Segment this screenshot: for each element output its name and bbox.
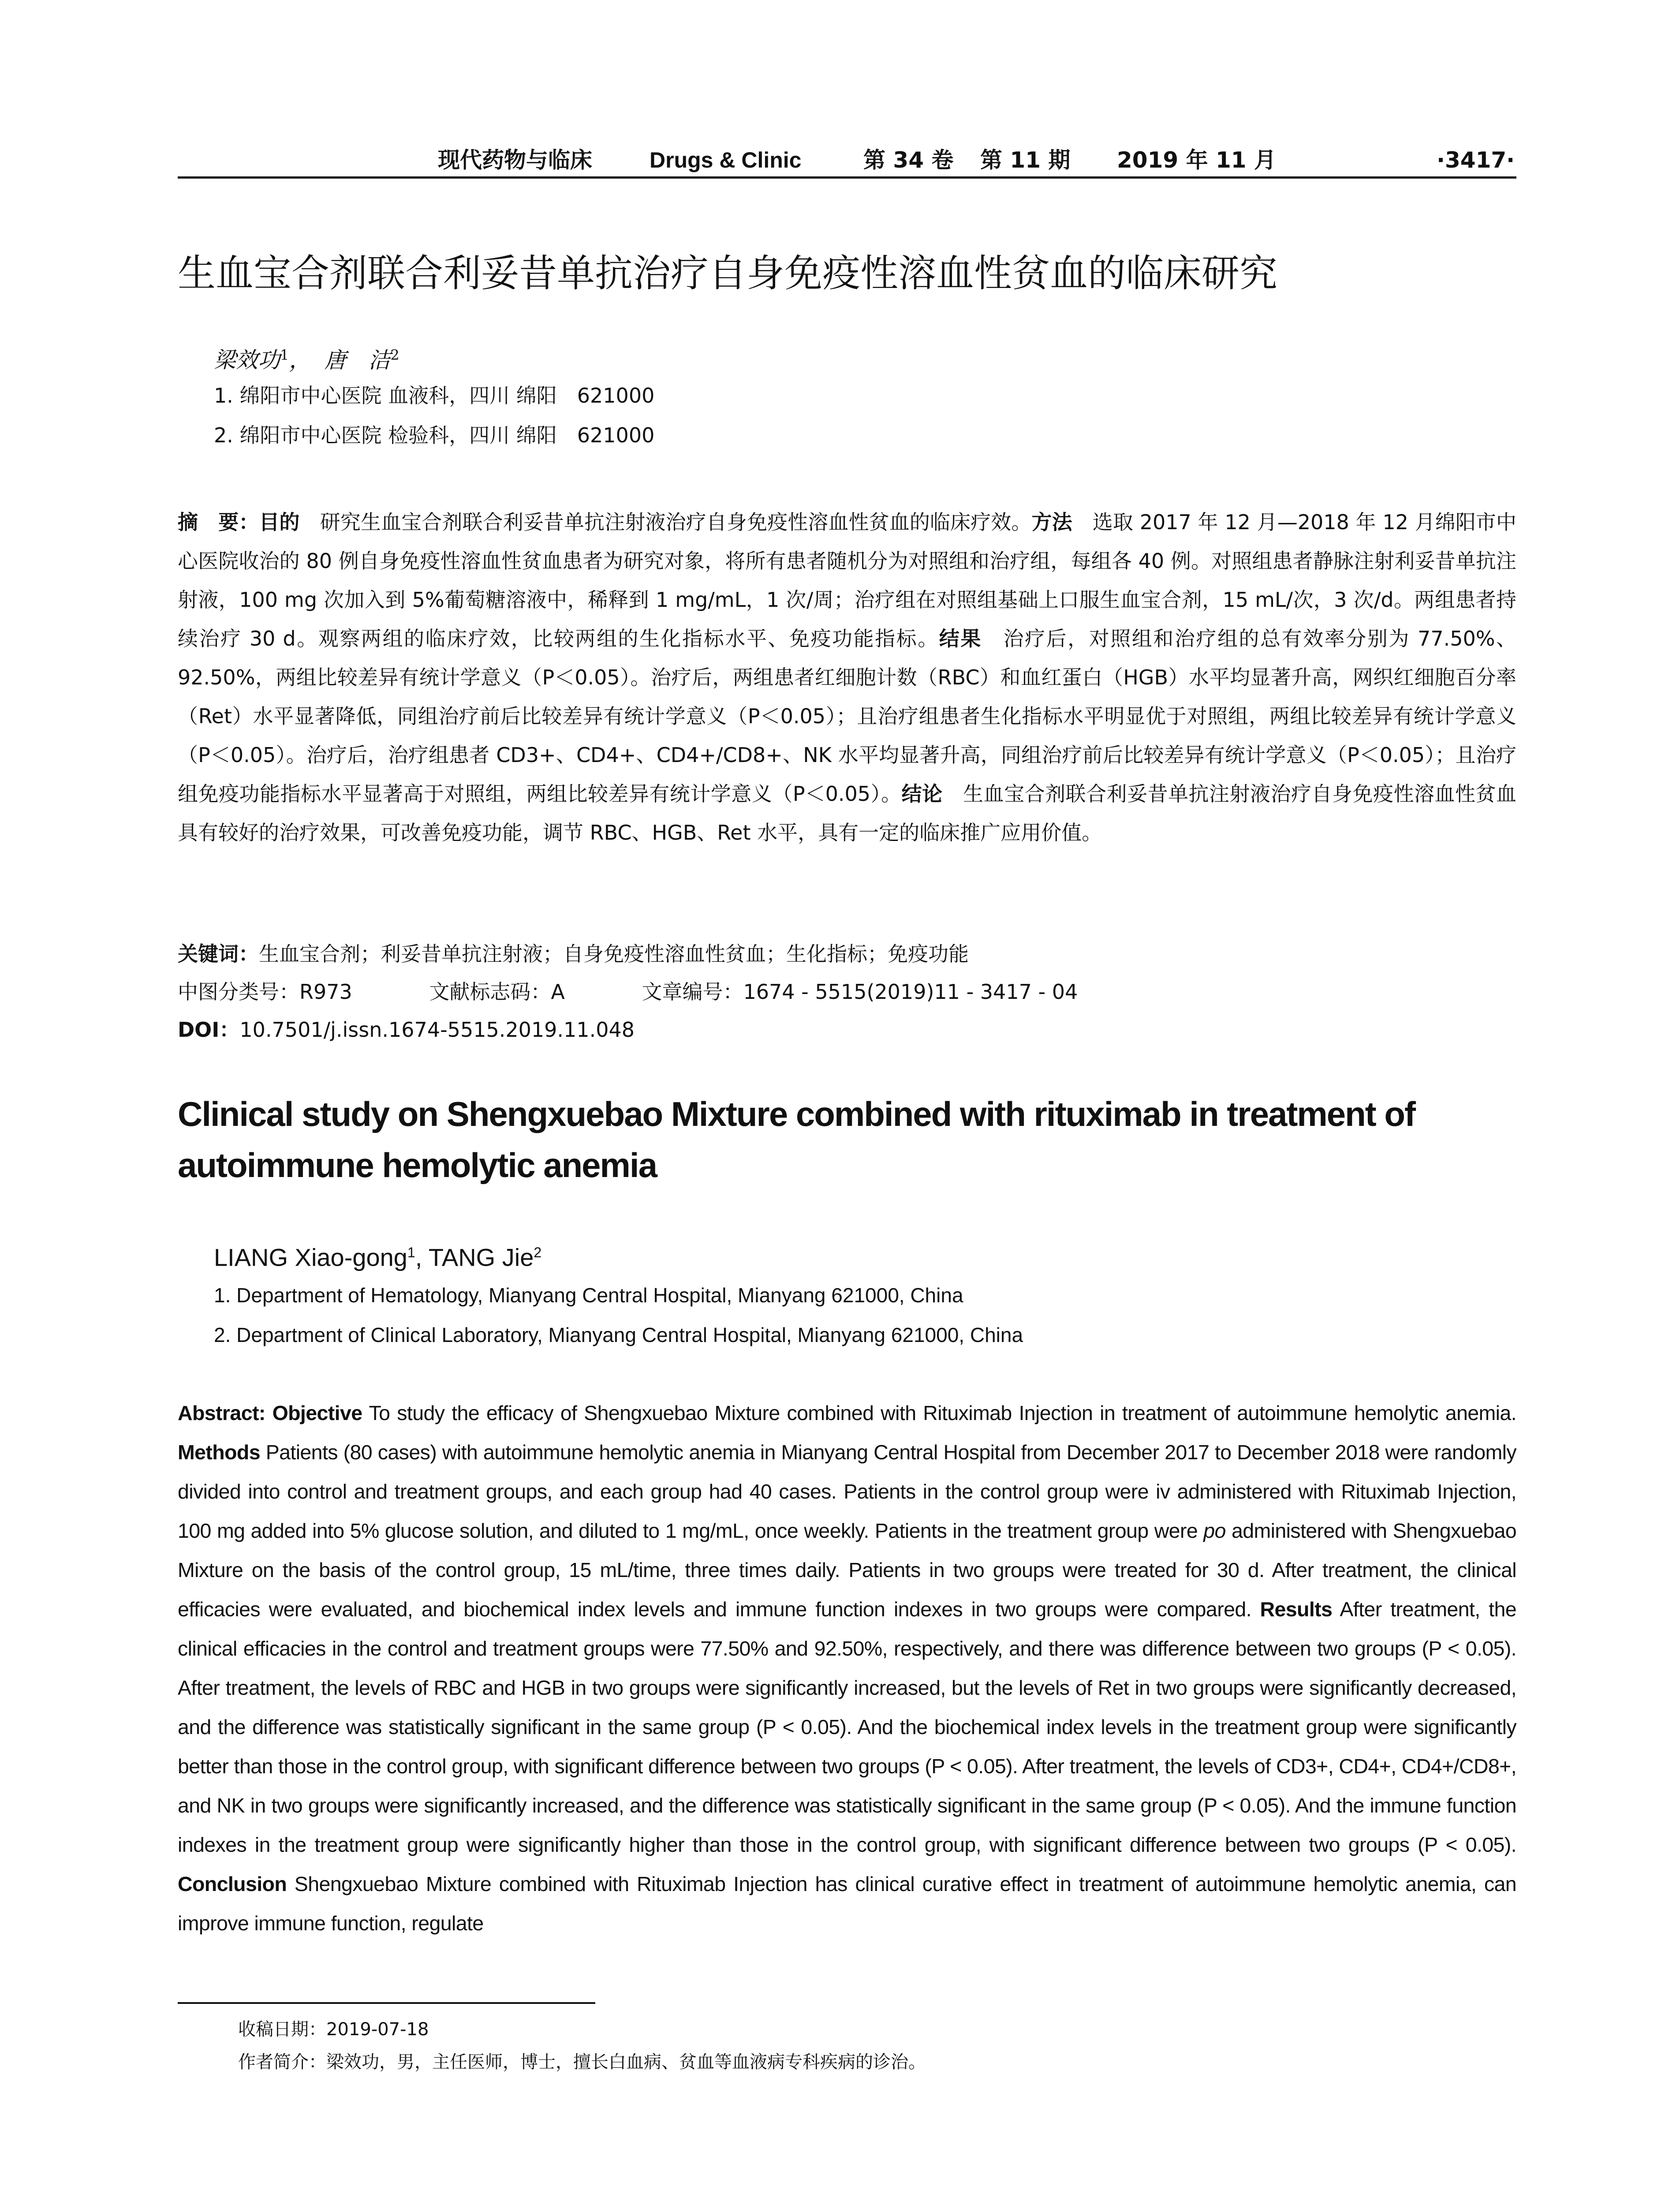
doi-label: DOI：	[178, 1018, 240, 1042]
keywords-line	[178, 938, 969, 969]
en-author-2: TANG Jie	[428, 1243, 534, 1271]
doc-code-label: 文献标志码：	[429, 980, 551, 1004]
cn-conclusion-text: 生血宝合剂联合利妥昔单抗注射液治疗自身免疫性溶血性贫血具有较好的治疗效果，可改善免疫功能，调节 RBC、HGB、Ret 水平，具有一定的临床推广应用价值。	[178, 782, 1517, 845]
cn-abstract	[178, 503, 1516, 852]
cn-methods-text: 选取 2017 年 12 月—2018 年 12 月绵阳市中心医院收治的 80 例自身免疫性溶血性贫血患者为研究对象，将所有患者随机分为对照组和治疗组，每组各 40 例。对照组患者静脉注射利妥昔单抗注射液，100 mg 次加入到 5%葡萄糖溶液中，稀释到 1 mg/mL，1 次/周；治疗组在对照组基础上口服生血宝合剂，15 mL/次，3 次/d。两组患者持续治疗 30 d。观察两组的临床疗效，比较两组的生化指标水平、免疫功能指标。	[178, 510, 1517, 650]
cn-author-2-sup: 2	[390, 347, 399, 363]
journal-name-cn: 现代药物与临床	[438, 147, 592, 173]
en-abstract	[178, 1394, 1516, 1943]
en-results-label: Results	[1260, 1598, 1333, 1621]
volume: 第 34 卷	[863, 147, 954, 173]
cn-objective-label: 目的	[259, 510, 300, 534]
en-abstract-label: Abstract:	[178, 1401, 273, 1424]
journal-name-en: Drugs & Clinic	[650, 148, 802, 172]
article-number-label: 文章编号：	[642, 980, 743, 1004]
en-authors	[214, 1235, 541, 1275]
clc-label: 中图分类号：	[178, 980, 299, 1004]
cn-abstract-label: 摘 要：	[178, 510, 259, 534]
en-author-1: LIANG Xiao-gong	[214, 1243, 407, 1271]
author-bio: 作者简介：梁效功，男，主任医师，博士，擅长白血病、贫血等血液病专科疾病的诊治。	[238, 2052, 926, 2072]
en-conclusion-text: Shengxuebao Mixture combined with Rituximab Injection has clinical curative effect in treatment of autoimmune hemolytic anemia, can improve immune function, regulate	[178, 1872, 1516, 1935]
en-conclusion-label: Conclusion	[178, 1872, 287, 1895]
en-affiliation-1: 1. Department of Hematology, Mianyang Central Hospital, Mianyang 621000, China	[214, 1284, 963, 1307]
page-number: ·3417·	[1437, 147, 1515, 173]
cn-author-1: 梁效功	[214, 347, 280, 373]
issue-date: 2019 年 11 月	[1117, 147, 1276, 173]
en-methods-label: Methods	[178, 1441, 260, 1464]
running-header	[178, 145, 1516, 176]
article-number-value: 1674 - 5515(2019)11 - 3417 - 04	[743, 980, 1078, 1004]
clc-value: R973	[299, 980, 352, 1004]
cn-results-text: 治疗后，对照组和治疗组的总有效率分别为 77.50%、92.50%，两组比较差异有统计学意义（P＜0.05）。治疗后，两组患者红细胞计数（RBC）和血红蛋白（HGB）水平均显著升高，网织红细胞百分率（Ret）水平显著降低，同组治疗前后比较差异有统计学意义（P＜0.05）；且治疗组患者生化指标水平明显优于对照组，两组比较差异有统计学意义（P＜0.05）。治疗后，治疗组患者 CD3+、CD4+、CD4+/CD8+、NK 水平均显著升高，同组治疗前后比较差异有统计学意义（P＜0.05）；且治疗组免疫功能指标水平显著高于对照组，两组比较差异有统计学意义（P＜0.05）。	[178, 627, 1517, 806]
keywords-label: 关键词：	[178, 942, 259, 966]
en-title: Clinical study on Shengxuebao Mixture combined with rituximab in treatment of autoimmune hemolytic anemia	[178, 1095, 1415, 1185]
cn-author-1-sup: 1	[280, 347, 289, 363]
cn-conclusion-label: 结论	[901, 782, 943, 806]
en-methods-text: Patients (80 cases) with autoimmune hemolytic anemia in Mianyang Central Hospital from December 2017 to December 2018 were randomly divided into control and treatment groups, and each group had 40 cases. Patients in the control group were iv administered with Rituximab Injection, 100 mg added into 5% glucose solution, and diluted to 1 mg/mL, once weekly. Patients in the treatment group were	[178, 1441, 1516, 1542]
en-affiliation-2: 2. Department of Clinical Laboratory, Mianyang Central Hospital, Mianyang 621000, China	[214, 1323, 1023, 1346]
en-methods-text-2: administered with Shengxuebao Mixture on the basis of the control group, 15 mL/time, three times daily. Patients in two groups were treated for 30 d. After treatment, the clinical efficacies were evaluated, and biochemical index levels and immune function indexes in two groups were compared.	[178, 1519, 1516, 1621]
cn-objective-text: 研究生血宝合剂联合利妥昔单抗注射液治疗自身免疫性溶血性贫血的临床疗效。	[299, 510, 1032, 534]
cn-results-label: 结果	[939, 627, 982, 650]
footnote-rule	[178, 2002, 595, 2004]
cn-affiliation-1: 1. 绵阳市中心医院 血液科，四川 绵阳 621000	[214, 384, 655, 407]
cn-methods-label: 方法	[1031, 510, 1072, 534]
classification-line	[178, 976, 1078, 1007]
en-author-1-sup: 1	[407, 1245, 415, 1260]
en-results-text: After treatment, the clinical efficacies in the control and treatment groups were 77.50% and 92.50%, respectively, and there was difference between two groups (P < 0.05). After treatment, the levels of RBC and HGB in two groups were significantly increased, but the levels of Ret in two groups were significantly decreased, and the difference was statistically significant in the same group (P < 0.05). And the biochemical index levels in the treatment group were significantly better than those in the control group, with significant difference between two groups (P < 0.05). After treatment, the levels of CD3+, CD4+, CD4+/CD8+, and NK in two groups were significantly increased, and the difference was statistically significant in the same group (P < 0.05). And the immune function indexes in the treatment group were significantly higher than those in the control group, with significant difference between two groups (P < 0.05).	[178, 1598, 1516, 1856]
en-objective-label: Objective	[272, 1401, 362, 1424]
en-objective-text: To study the efficacy of Shengxuebao Mixture combined with Rituximab Injection in treatment of autoimmune hemolytic anemia.	[362, 1401, 1516, 1424]
cn-title: 生血宝合剂联合利妥昔单抗治疗自身免疫性溶血性贫血的临床研究	[178, 251, 1277, 295]
header-rule	[178, 176, 1516, 179]
en-methods-po: po	[1203, 1519, 1226, 1542]
doi-value: 10.7501/j.issn.1674-5515.2019.11.048	[239, 1018, 635, 1042]
en-author-2-sup: 2	[534, 1245, 542, 1260]
received-date: 收稿日期：2019-07-18	[238, 2019, 429, 2040]
issue: 第 11 期	[980, 147, 1071, 173]
cn-author-2: 唐 洁	[324, 347, 391, 373]
doi-line	[178, 1014, 635, 1045]
cn-authors	[214, 340, 399, 376]
keywords-text: 生血宝合剂；利妥昔单抗注射液；自身免疫性溶血性贫血；生化指标；免疫功能	[259, 942, 969, 966]
en-author-sep: ,	[415, 1243, 429, 1271]
doc-code-value: A	[551, 980, 565, 1004]
cn-affiliation-2: 2. 绵阳市中心医院 检验科，四川 绵阳 621000	[214, 423, 655, 447]
cn-author-sep: ，	[289, 347, 311, 373]
